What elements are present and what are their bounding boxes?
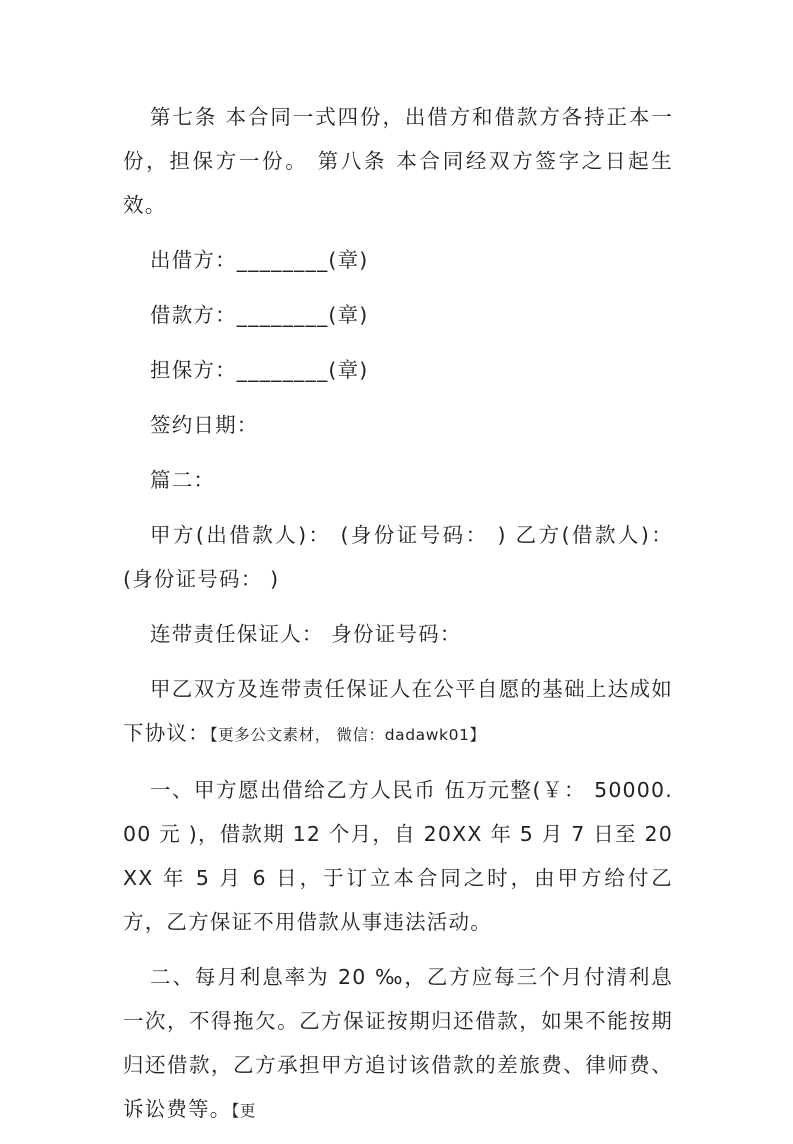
parties-line: 甲方(出借款人)： (身份证号码： ) 乙方(借款人)： (身份证号码： )	[123, 523, 673, 591]
document-body	[123, 95, 673, 1144]
signing-date-line: 签约日期：	[150, 413, 259, 437]
trailing-promo-note: 【更	[231, 1102, 256, 1120]
section-heading-part-two: 篇二：	[150, 468, 216, 492]
paragraph-article-7-8: 第七条 本合同一式四份，出借方和借款方各持正本一份，担保方一份。 第八条 本合同经双方签字之日起生效。	[123, 105, 673, 217]
clause-two-paragraph	[123, 955, 673, 1133]
guarantor-signature-line: 担保方：________(章)	[150, 358, 369, 382]
borrower-signature-line: 借款方：________(章)	[150, 303, 369, 327]
agreement-intro-text: 甲乙双方及连带责任保证人在公平自愿的基础上达成如下协议：	[123, 677, 673, 745]
guarantor-line: 连带责任保证人： 身份证号码：	[150, 622, 462, 646]
agreement-intro-paragraph	[123, 667, 673, 757]
clause-two-text: 二、每月利息率为 20 ‰，乙方应每三个月付清利息一次，不得拖欠。乙方保证按期归还借款，如果不能按期归还借款，乙方承担甲方追讨该借款的差旅费、律师费、诉讼费等。	[123, 965, 673, 1121]
lender-signature-line: 出借方：________(章)	[150, 248, 369, 272]
clause-one-paragraph: 一、甲方愿出借给乙方人民币 伍万元整(￥： 50000.00 元 )，借款期 12 个月，自 20XX 年 5 月 7 日至 20XX 年 5 月 6 日，于订立本合同之时，由甲方给付乙方，乙方保证不用借款从事违法活动。	[123, 778, 673, 934]
promo-note: 【更多公文素材， 微信：dadawk01】	[209, 726, 486, 744]
